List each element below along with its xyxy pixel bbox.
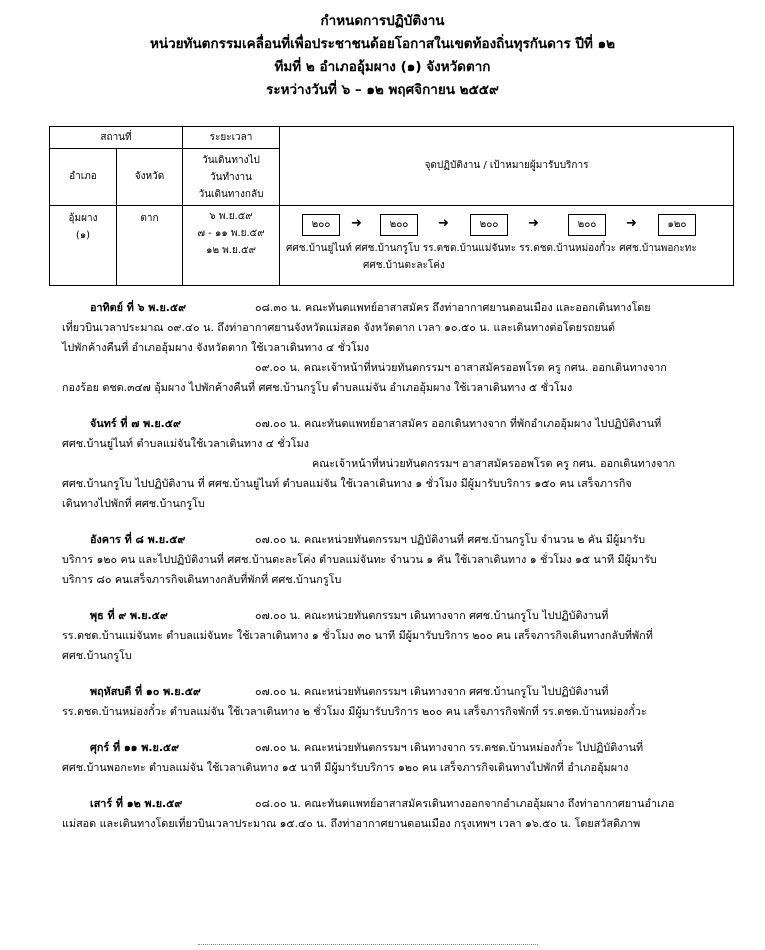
schedule-text: เดินทางไปพักที่ ศศช.บ้านกรูโบ <box>62 497 205 510</box>
time-work: วันทำงาน <box>210 171 253 183</box>
schedule-text: ๐๗.๐๐ น. คณะหน่วยทันตกรรมฯ ปฏิบัติงานที่ ศศช.บ้านกรูโบ จำนวน ๒ คัน มีผู้มารับ <box>255 533 646 546</box>
sites-line-2: ศศช.บ้านตะละโค่ง <box>363 260 445 271</box>
schedule-text: ศศช.บ้านกรูโบ <box>62 649 132 662</box>
target-box-2: ๒๐๐ <box>380 214 418 236</box>
schedule-text: ๐๗.๐๐ น. คณะทันตแพทย์อาสาสมัคร ออกเดินทางจาก ที่พักอำเภออุ้มผาง ไปปฏิบัติงานที่ <box>255 417 662 430</box>
day-heading: อาทิตย์ ที่ ๖ พ.ย.๕๙ <box>90 301 186 314</box>
schedule-table <box>49 126 734 286</box>
cell-targets <box>280 206 734 286</box>
target-flow <box>290 214 720 238</box>
day-section <box>62 738 722 778</box>
sites-line-1: ศศช.บ้านยู่ไนท์ ศศช.บ้านกรูโบ รร.ตชด.บ้านแม่จันทะ รร.ตชด.บ้านหม่องกั๋วะ ศศช.บ้านพอกะทะ <box>286 243 697 254</box>
schedule-text: บริการ ๘๐ คนเสร็จภารกิจเดินทางกลับที่พักที่ ศศช.บ้านกรูโบ <box>62 573 342 586</box>
schedule-text: ๐๘.๓๐ น. คณะทันตแพทย์อาสาสมัคร ถึงท่าอากาศยานดอนเมือง และออกเดินทางโดย <box>255 301 651 314</box>
schedule-text: รร.ตชด.บ้านหม่องกั๋วะ ตำบลแม่จัน ใช้เวลาเดินทาง ๒ ชั่วโมง มีผู้มารับบริการ ๒๐๐ คน เสร็จภารกิจพักที่ รร.ตชด.บ้านหม่องกั๋วะ <box>62 705 647 718</box>
document-title <box>0 10 765 102</box>
schedule-text: ๐๗.๐๐ น. คณะหน่วยทันตกรรมฯ เดินทางจาก ศศช.บ้านกรูโบ ไปปฏิบัติงานที่ <box>255 609 609 622</box>
day-heading: เสาร์ ที่ ๑๒ พ.ย.๕๙ <box>90 797 183 810</box>
day-section <box>62 682 722 722</box>
schedule-text: ๐๗.๐๐ น. คณะหน่วยทันตกรรมฯ เดินทางจาก รร.ตชด.บ้านหม่องกั๋วะ ไปปฏิบัติงานที่ <box>255 741 644 754</box>
target-box-3: ๒๐๐ <box>470 214 508 236</box>
schedule-text: เที่ยวบินเวลาประมาณ ๐๙.๔๐ น. ถึงท่าอากาศยานจังหวัดแม่สอด จังหวัดตาก เวลา ๑๐.๕๐ น. และเดินทางต่อโดยรถยนต์ <box>62 321 616 334</box>
target-box-4: ๒๐๐ <box>568 214 606 236</box>
date-work: ๗ - ๑๑ พ.ย.๕๙ <box>197 228 265 239</box>
district-name: อุ้มผาง <box>68 213 98 224</box>
schedule-text: บริการ ๑๒๐ คน และไปปฏิบัติงานที่ ศศช.บ้านตะละโค่ง ตำบลแม่จันทะ จำนวน ๑ คัน ใช้เวลาเดินทาง ๑ ชั่วโมง ๑๕ นาที มีผู้มารับ <box>62 553 657 566</box>
schedule-body <box>62 298 722 834</box>
day-section <box>62 414 722 514</box>
header-time: ระยะเวลา <box>183 127 280 149</box>
schedule-text: ศศช.บ้านยู่ไนท์ ตำบลแม่จันใช้เวลาเดินทาง ๔ ชั่วโมง <box>62 437 309 450</box>
day-heading: จันทร์ ที่ ๗ พ.ย.๕๙ <box>90 417 181 430</box>
title-line-2: หน่วยทันตกรรมเคลื่อนที่เพื่อประชาชนด้อยโอกาสในเขตท้องถิ่นทุรกันดาร ปีที่ ๑๒ <box>149 36 616 52</box>
schedule-text: กองร้อย ตชด.๓๔๗ อุ้มผาง ไปพักค้างคืนที่ ศศช.บ้านกรูโบ ตำบลแม่จัน อำเภออุ้มผาง ใช้เวลาเดินทาง ๕ ชั่วโมง <box>62 381 573 394</box>
cell-province: ตาก <box>117 206 183 286</box>
header-place: สถานที่ <box>50 127 183 149</box>
cell-district <box>50 206 117 286</box>
day-section <box>62 794 722 834</box>
day-heading: พฤหัสบดี ที่ ๑๐ พ.ย.๕๙ <box>90 685 201 698</box>
arrow-icon: ➜ <box>438 216 449 231</box>
time-go: วันเดินทางไป <box>202 154 260 166</box>
arrow-icon: ➜ <box>351 216 362 231</box>
day-section <box>62 530 722 590</box>
date-go: ๖ พ.ย.๕๙ <box>209 211 253 222</box>
schedule-text: ศศช.บ้านพอกะทะ ตำบลแม่จัน ใช้เวลาเดินทาง ๑๕ นาที มีผู้มารับบริการ ๑๒๐ คน เสร็จภารกิจเดินทางไปพักที่ อำเภออุ้มผาง <box>62 761 629 774</box>
day-heading: อังคาร ที่ ๘ พ.ย.๕๙ <box>90 533 186 546</box>
title-line-1: กำหนดการปฏิบัติงาน <box>320 13 445 29</box>
time-return: วันเดินทางกลับ <box>198 188 264 200</box>
day-heading: พุธ ที่ ๙ พ.ย.๕๙ <box>90 609 168 622</box>
date-return: ๑๒ พ.ย.๕๙ <box>206 245 256 256</box>
day-section <box>62 606 722 666</box>
schedule-text: คณะเจ้าหน้าที่หน่วยทันตกรรมฯ อาสาสมัครออพโรต ครู กศน. ออกเดินทางจาก <box>312 457 676 470</box>
footer-divider <box>198 944 538 945</box>
arrow-icon: ➜ <box>626 216 637 231</box>
schedule-text: ศศช.บ้านกรูโบ ไปปฏิบัติงาน ที่ ศศช.บ้านยู่ไนท์ ตำบลแม่จัน ใช้เวลาเดินทาง ๑ ชั่วโมง มีผู้มารับบริการ ๑๕๐ คน เสร็จภารกิจ <box>62 477 632 490</box>
schedule-text: ๐๗.๐๐ น. คณะหน่วยทันตกรรมฯ เดินทางจาก ศศช.บ้านกรูโบ ไปปฏิบัติงานที่ <box>255 685 609 698</box>
col-district: อำเภอ <box>50 149 117 206</box>
cell-dates <box>183 206 280 286</box>
schedule-text: ไปพักค้างคืนที่ อำเภออุ้มผาง จังหวัดตาก ใช้เวลาเดินทาง ๔ ชั่วโมง <box>62 341 370 354</box>
target-sites <box>286 240 726 274</box>
col-province: จังหวัด <box>117 149 183 206</box>
day-section <box>62 298 722 398</box>
target-box-5: ๑๒๐ <box>658 214 696 236</box>
district-number: (๑) <box>75 230 91 241</box>
schedule-text: รร.ตชด.บ้านแม่จันทะ ตำบลแม่จันทะ ใช้เวลาเดินทาง ๑ ชั่วโมง ๓๐ นาที มีผู้มารับบริการ ๒๐๐ คน เสร็จภารกิจเดินทางกลับที่พักที่ <box>62 629 653 642</box>
title-line-3: ทีมที่ ๒ อำเภออุ้มผาง (๑) จังหวัดตาก <box>274 59 491 75</box>
schedule-text: ๐๘.๐๐ น. คณะทันตแพทย์อาสาสมัครเดินทางออกจากอำเภออุ้มผาง ถึงท่าอากาศยานอำเภอ <box>255 797 675 810</box>
target-box-1: ๒๐๐ <box>302 214 340 236</box>
schedule-text: แม่สอด และเดินทางโดยเที่ยวบินเวลาประมาณ ๑๕.๔๐ น. ถึงท่าอากาศยานดอนเมือง กรุงเทพฯ เวลา ๑๖.๕๐ น. โดยสวัสดิภาพ <box>62 817 641 830</box>
day-heading: ศุกร์ ที่ ๑๑ พ.ย.๕๙ <box>90 741 180 754</box>
header-target: จุดปฏิบัติงาน / เป้าหมายผู้มารับบริการ <box>280 127 734 206</box>
col-time-types <box>183 149 280 206</box>
arrow-icon: ➜ <box>528 216 539 231</box>
title-line-4: ระหว่างวันที่ ๖ – ๑๒ พฤศจิกายน ๒๕๕๙ <box>266 82 499 98</box>
schedule-text: ๐๙.๐๐ น. คณะเจ้าหน้าที่หน่วยทันตกรรมฯ อาสาสมัครออพโรต ครู กศน. ออกเดินทางจาก <box>255 361 667 374</box>
